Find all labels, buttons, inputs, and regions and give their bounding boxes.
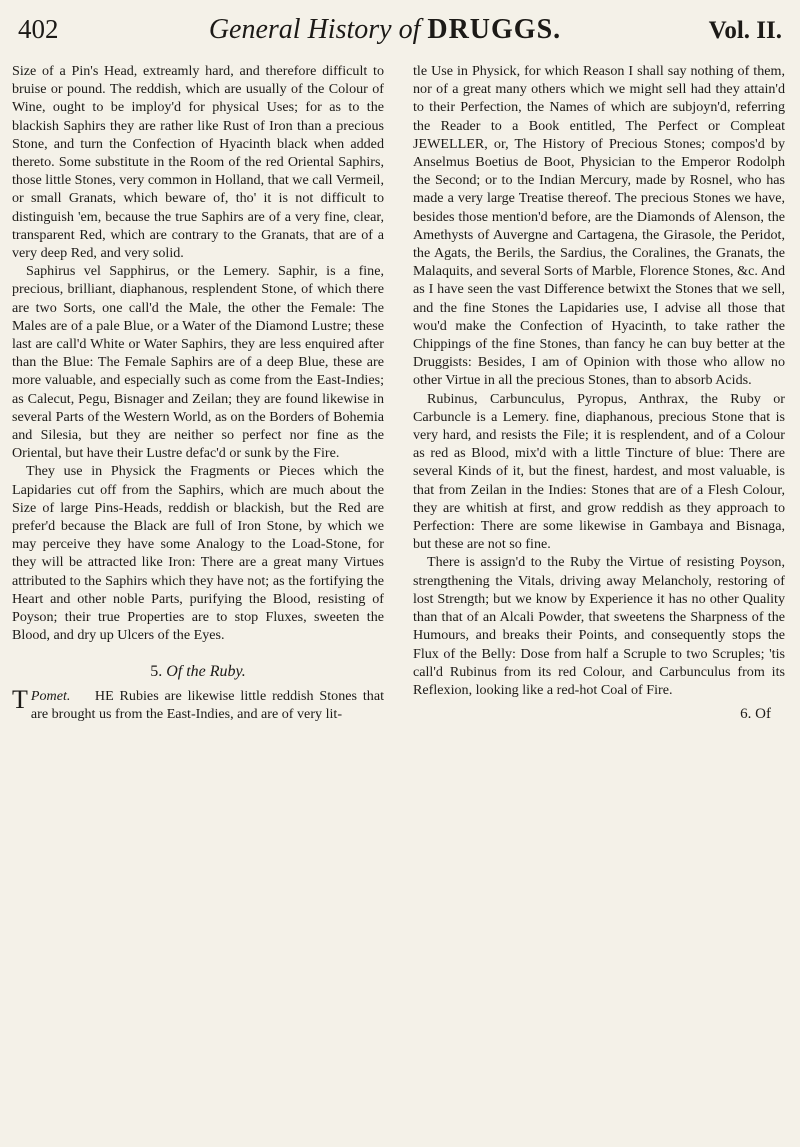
paragraph: tle Use in Physick, for which Reason I shall say nothing of them, nor of a great many others which we might sell had they attain'd to their Perfection, the Names of which are subjoyn'd, referring the Reader to a Book entitled, The Perfect or Compleat JEWELLER, or, The History of Precious Stones; compos'd by Anselmus Boetius de Boot, Physician to the Emperor Rodolph the Second; or to the Indian Mercury, made by Rosnel, who has made a very large Treatise thereof. The precious Stones we have, besides those mention'd before, are the Diamonds of Alenson, the Amethysts of Auvergne and Cartagena, the Girasole, the Peridot, the Agats, the Berils, the Sardius, the Coralines, the Granats, the Malaquits, and several Sorts of Marble, Florence Stones, &c. And as I have seen the vast Difference betwixt the Stones that we sell, and the fine Stones the Lapidaries use, I advise all those that wou'd make the Confection of Hyacinth, to take rather the Chippings of the fine Stones, than fancy he can buy better at the Druggists: Besides, I am of Opinion with those who allow no other Virtue in all the precious Stones, than to absorb Acids.	[413, 63, 785, 389]
catchword: 6. Of	[740, 706, 771, 723]
left-column	[12, 62, 384, 1132]
paragraph: There is assign'd to the Ruby the Virtue of resisting Poyson, strengthening the Vitals, driving away Melancholy, restoring of lost Strength; but we know by Experience it has no other Quality than that of an Alcali Powder, that sweetens the Sharpness of the Humours, and breaks their Points, and consequently stops the Flux of the Belly: Dose from half a Scruple to two Scruples; 'tis call'd Rubinus from its red Colour, and Carbunculus from its Reflexion, looking like a red-hot Coal of Fire.	[413, 554, 785, 698]
page-number: 402	[18, 14, 59, 44]
section-title: Of the Ruby.	[166, 662, 246, 680]
paragraph	[12, 684, 384, 723]
running-header	[18, 14, 782, 54]
running-title	[78, 14, 692, 46]
running-title-caps: DRUGGS.	[427, 14, 562, 45]
right-column	[413, 62, 785, 1132]
paragraph: Rubinus, Carbunculus, Pyropus, Anthrax, the Ruby or Carbuncle is a Lemery. fine, diaphanous, precious Stone that is very hard, and resists the File; it is resplendent, and of a Colour as red as Blood, mix'd with a little Tincture of blue: There are several Kinds of it, but the finest, hardest, and most valuable, is that from Zeilan in the Indies: Stones that are of a Flesh Colour, they are whitish at first, and grow reddish as they approach to Perfection: There are some likewise in Gambaya and Bisnaga, but these are not so fine.	[413, 390, 785, 553]
paragraph: Saphirus vel Sapphirus, or the Lemery. Saphir, is a fine, precious, brilliant, diaphanous, resplendent Stone, of which there are two Sorts, one call'd the Male, the other the Female: The Males are of a pale Blue, or a Water of the Diamond Lustre; these last are call'd White or Water Saphirs, they are less enquired after than the Blue: The Female Saphirs are of a deep Blue, these are more valuable, and especially such as come from the East-Indies; as Calecut, Pegu, Bisnager and Zeilan; they are found likewise in several Parts of the Western World, as on the Borders of Bohemia and Silesia, but they are neither so perfect nor fine as the Oriental, but have their Lustre defac'd or sunk by the Fire.	[12, 263, 384, 462]
paragraph: Size of a Pin's Head, extreamly hard, and therefore difficult to bruise or pound. The reddish, which are usually of the Colour of Wine, ought to be imploy'd for physical Uses; for as to the blackish Saphirs they are rather like Rust of Iron than a precious Stone, and turn the Confection of Hyacinth black when added thereto. Some substitute in the Room of the red Oriental Saphirs, those little Stones, very common in Holland, that we call Vermeil, or small Granats, which beware of, tho' it is not difficult to distinguish 'em, because the true Saphirs are of a very fine, clear, transparent Red, which are contrary to the Granats, that are of a very deep Red, and very solid.	[12, 63, 384, 262]
section-number: 5.	[150, 662, 163, 680]
section-heading	[12, 663, 384, 681]
running-title-italic: General History of	[208, 14, 421, 45]
volume-label: Vol. II.	[708, 17, 782, 44]
margin-note: Pomet.	[30, 687, 71, 704]
paragraph: They use in Physick the Fragments or Pieces which the Lapidaries cut off from the Saphirs, which are much about the Size of large Pins-Heads, reddish or blackish, but the Red are prefer'd because the Black are full of Iron Stone, by which we may perceive they have some Analogy to the Load-Stone, for they will be attracted like Iron: There are a great many Virtues attributed to the Saphirs which they have not; as the fortifying the Heart and other noble Parts, purifying the Blood, resisting of Poyson; their true Properties are to stop Fluxes, sweeten the Blood, and dry up Ulcers of the Eyes.	[12, 463, 384, 644]
paragraph-text: HE Rubies are likewise little reddish Stones that are brought us from the East-Indies, and are of very lit-	[30, 687, 384, 722]
drop-cap: T	[12, 684, 28, 714]
